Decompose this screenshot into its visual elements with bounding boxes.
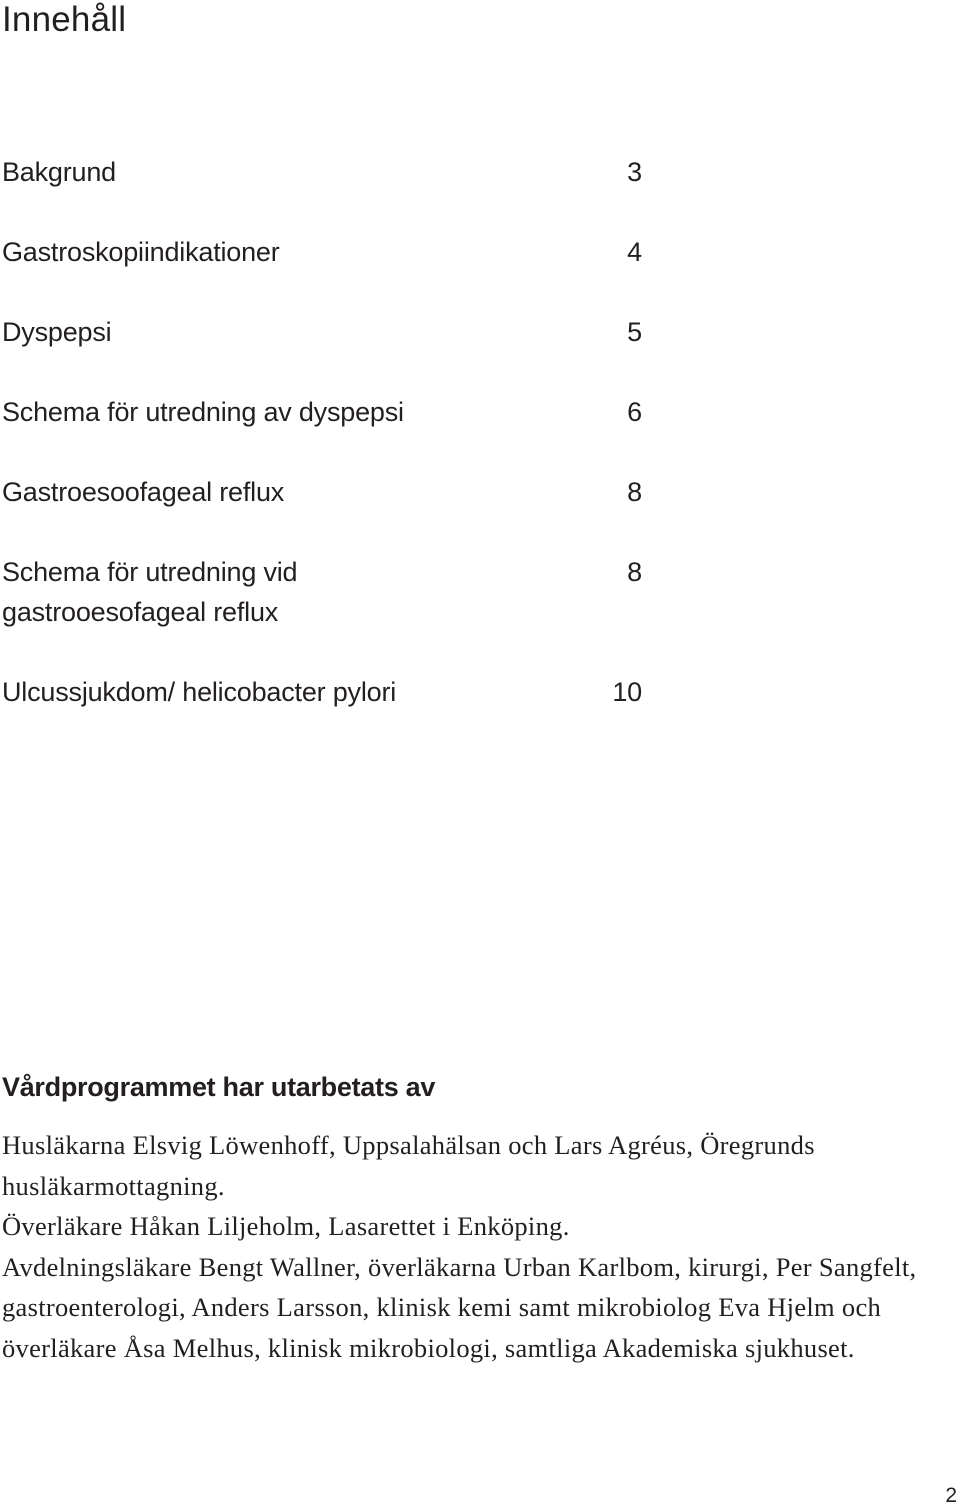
credits-paragraph: Avdelningsläkare Bengt Wallner, överläkarna Urban Karlbom, kirurgi, Per Sangfelt, gastroenterologi, Anders Larsson, klinisk kemi samt mikrobiolog Eva Hjelm och överläkare Åsa Melhus, klinisk mikrobiologi, samtliga Akademiska sjukhuset. (2, 1251, 917, 1363)
toc-entry-page: 6 (627, 397, 642, 427)
page-title: Innehåll (2, 0, 127, 39)
toc-entry-gastroskopiindikationer (2, 232, 642, 272)
toc-entry-schema-reflux (2, 552, 642, 632)
credits-paragraph: Överläkare Håkan Liljeholm, Lasarettet i Enköping. (2, 1211, 570, 1241)
credits-text (2, 1125, 957, 1368)
toc-entry-dyspepsi (2, 312, 642, 352)
toc-entry-title: Gastroskopiindikationer (2, 237, 280, 267)
toc-entry-title: Schema för utredning vid gastrooesofageal reflux (2, 557, 298, 627)
toc-entry-page: 3 (627, 157, 642, 187)
toc-entry-page: 8 (627, 477, 642, 507)
toc-entry-page: 10 (612, 677, 642, 707)
toc-entry-schema-dyspepsi (2, 392, 642, 432)
toc-entry-title: Bakgrund (2, 157, 116, 187)
toc-entry-title: Dyspepsi (2, 317, 112, 347)
credits-paragraph: Husläkarna Elsvig Löwenhoff, Uppsalahälsan och Lars Agréus, Öregrunds husläkarmottagning. (2, 1130, 815, 1201)
toc-entry-title: Schema för utredning av dyspepsi (2, 397, 404, 427)
page-number: 2 (945, 1484, 957, 1507)
toc-entry-title: Gastroesoofageal reflux (2, 477, 285, 507)
toc-entry-page: 4 (627, 237, 642, 267)
credits-heading: Vårdprogrammet har utarbetats av (2, 1072, 436, 1102)
toc-entry-ulcussjukdom (2, 672, 642, 712)
toc-entry-gastroesoofageal-reflux (2, 472, 642, 512)
toc-entry-bakgrund (2, 152, 642, 192)
toc-entry-page: 8 (627, 557, 642, 587)
table-of-contents (2, 152, 642, 752)
toc-entry-title: Ulcussjukdom/ helicobacter pylori (2, 677, 397, 707)
toc-entry-page: 5 (627, 317, 642, 347)
